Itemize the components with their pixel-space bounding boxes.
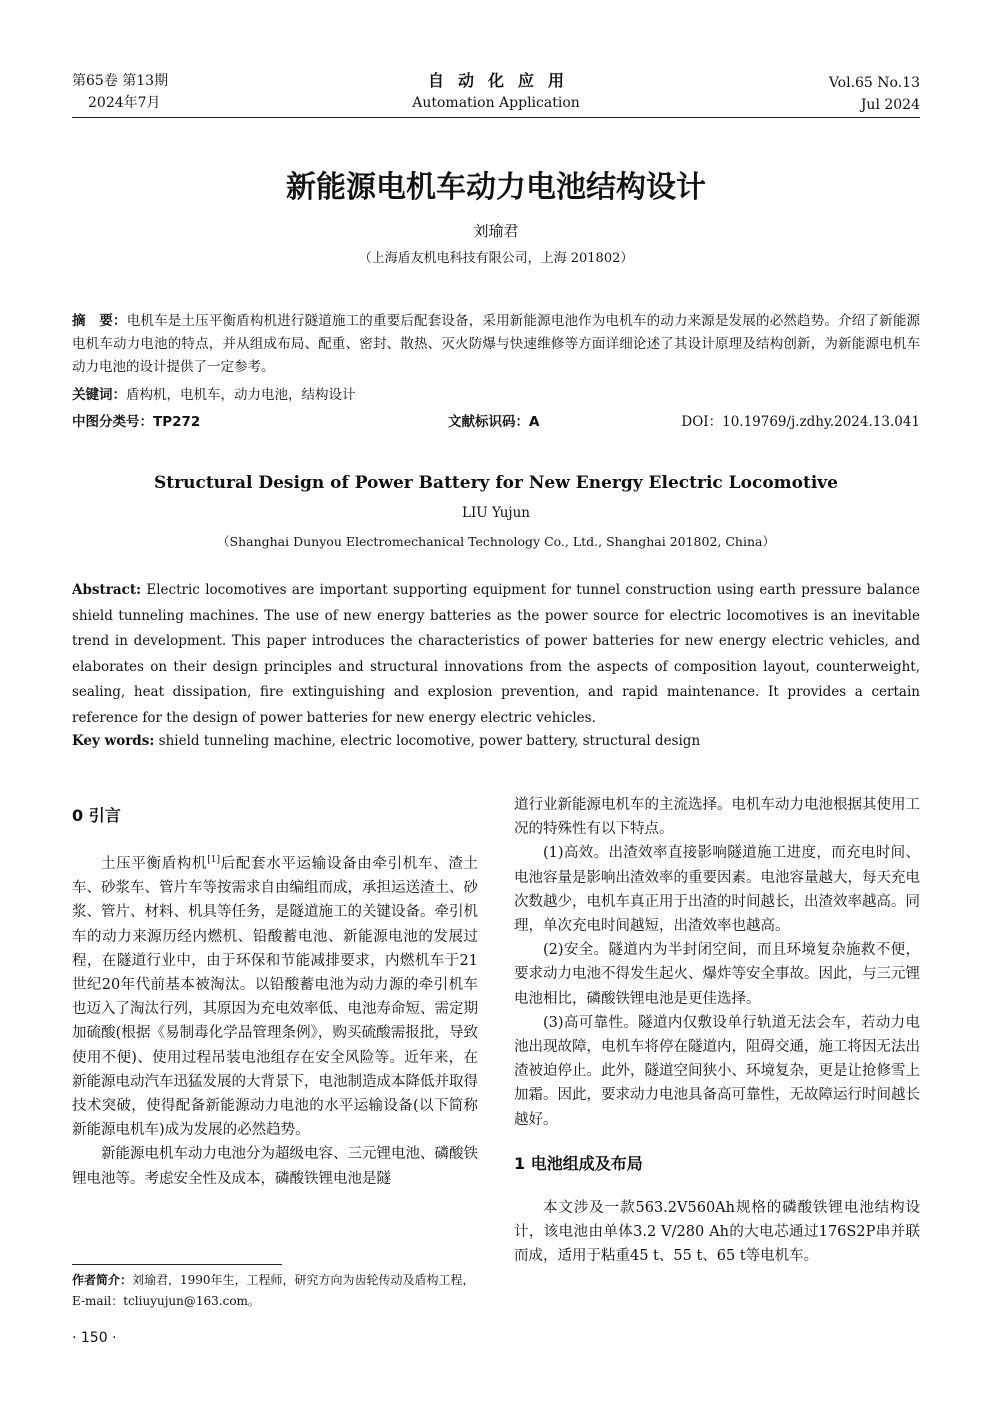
abstract-cn-label: 摘 要： [72,313,127,329]
journal-title-cn: 自动化应用 [427,71,578,90]
section-1-heading: 1 电池组成及布局 [514,1153,643,1173]
intro-paragraph-2-continued: 道行业新能源电机车的主流选择。电机车动力电池根据其使用工况的特殊性有以下特点。 [514,797,920,838]
feature-safety: (2)安全。隧道内为半封闭空间，而且环境复杂施救不便，要求动力电池不得发生起火、爆炸等安全事故。因此，与三元锂电池相比，磷酸铁锂电池是更佳选择。 [514,942,920,1007]
right-column [514,793,920,1269]
footnote-text: 刘瑜君，1990年生，工程师，研究方向为齿轮传动及盾构工程，E-mail：tcliuyujun@163.com。 [72,1273,475,1308]
author-en: LIU Yujun [462,505,530,521]
intro-paragraph-1 [72,848,478,1142]
keywords-cn-text: 盾构机，电机车，动力电池，结构设计 [126,387,356,403]
abstract-cn [72,310,920,379]
section-1-paragraph-1: 本文涉及一款563.2V560Ah规格的磷酸铁锂电池结构设计，该电池由单体3.2 V/280 Ah的大电芯通过176S2P串并联而成，适用于粘重45 t、55 t、65 t等电机车。 [514,1200,920,1265]
volume-issue-en: Vol.65 No.13 [828,75,920,91]
intro-p1-rest: 后配套水平运输设备由牵引机车、渣土车、砂浆车、管片车等按需求自由编组而成，承担运送渣土、砂浆、管片、材料、机具等任务，是隧道施工的关键设备。牵引机车的动力来源历经内燃机、铅酸蓄电池、新能源电池的发展过程，在隧道行业中，由于环保和节能减排要求，内燃机车于21世纪20年代前基本被淘汰。以铅酸蓄电池为动力源的牵引机车也迈入了淘汰行列，其原因为充电效率低、电池寿命短、需定期加硫酸(根据《易制毒化学品管理条例》，购买硫酸需报批，导致使用不便)、使用过程吊装电池组存在安全风险等。近年来，在新能源电动汽车迅猛发展的大背景下，电池制造成本降低并取得技术突破，使得配备新能源动力电池的水平运输设备(以下简称新能源电机车)成为发展的必然趋势。 [72,856,479,1139]
abstract-en [72,578,920,732]
header-divider [72,117,920,118]
footnote-divider [72,1264,282,1265]
paper-title-en: Structural Design of Power Battery for New Energy Electric Locomotive [154,473,838,493]
document-code: 文献标识码：A [448,414,540,430]
paper-title: 新能源电机车动力电池结构设计 [286,170,706,205]
abstract-en-text: Electric locomotives are important supporting equipment for tunnel construction using earth pressure balance shield tunneling machines. The use of new energy batteries as the power source for electric locomotives is an inevitable trend in development. This paper introduces the characteristics of power batteries for new energy electric vehicles, and elaborates on their design principles and structural innovations from the aspects of composition layout, counterweight, sealing, heat dissipation, fire extinguishing and explosion prevention, and rapid maintenance. It provides a certain reference for the design of power batteries for new energy electric vehicles. [72,582,920,726]
abstract-en-label: Abstract: [72,582,142,598]
volume-issue-cn: 第65卷 第13期 [72,73,169,89]
header-volume-en [829,72,920,116]
classification-line [72,410,920,430]
author-footnote [72,1270,482,1312]
keywords-en [72,733,920,749]
keywords-en-text: shield tunneling machine, electric locomotive, power battery, structural design [154,733,701,749]
journal-title-en: Automation Application [412,95,580,111]
affiliation: （上海盾友机电科技有限公司，上海 201802） [358,251,634,266]
keywords-en-label: Key words: [72,733,155,749]
page-number: · 150 · [72,1330,117,1346]
author: 刘瑜君 [473,222,519,240]
intro-paragraph-2: 新能源电机车动力电池分为超级电容、三元锂电池、磷酸铁锂电池等。考虑安全性及成本，磷酸铁锂电池是隧 [72,1146,478,1187]
affiliation-en: （Shanghai Dunyou Electromechanical Technology Co., Ltd., Shanghai 201802, China） [217,534,775,549]
intro-p1-start: 土压平衡盾构机 [101,856,208,873]
feature-efficiency: (1)高效。出渣效率直接影响隧道施工进度，而充电时间、电池容量是影响出渣效率的重要因素。电池容量越大，每天充电次数越少，电机车真正用于出渣的时间越长，出渣效率越高。同理，单次充电时间越短，出渣效率也越高。 [514,845,920,935]
abstract-cn-text: 电机车是土压平衡盾构机进行隧道施工的重要后配套设备，采用新能源电池作为电机车的动力来源是发展的必然趋势。介绍了新能源电机车动力电池的特点，并从组成布局、配重、密封、散热、灭火防爆与快速维修等方面详细论述了其设计原理及结构创新，为新能源电机车动力电池的设计提供了一定参考。 [72,313,921,375]
keywords-cn-label: 关键词： [72,387,126,403]
section-0-heading: 0 引言 [72,806,121,825]
feature-reliability: (3)高可靠性。隧道内仅敷设单行轨道无法会车，若动力电池出现故障，电机车将停在隧道内，阻碍交通，施工将因无法出渣被迫停止。此外，隧道空间狭小、环境复杂，更是让抢修雪上加霜。因此，要求动力电池具备高可靠性，无故障运行时间越长越好。 [514,1014,920,1128]
clc-number: 中图分类号：TP272 [72,414,201,430]
keywords-cn [72,383,920,403]
date-en: Jul 2024 [860,97,920,113]
left-column [72,796,478,1191]
doi[interactable]: DOI：10.19769/j.zdhy.2024.13.041 [681,414,920,430]
date-cn: 2024年7月 [88,95,161,111]
footnote-label: 作者简介： [72,1273,133,1287]
reference-1[interactable]: [1] [207,855,220,866]
